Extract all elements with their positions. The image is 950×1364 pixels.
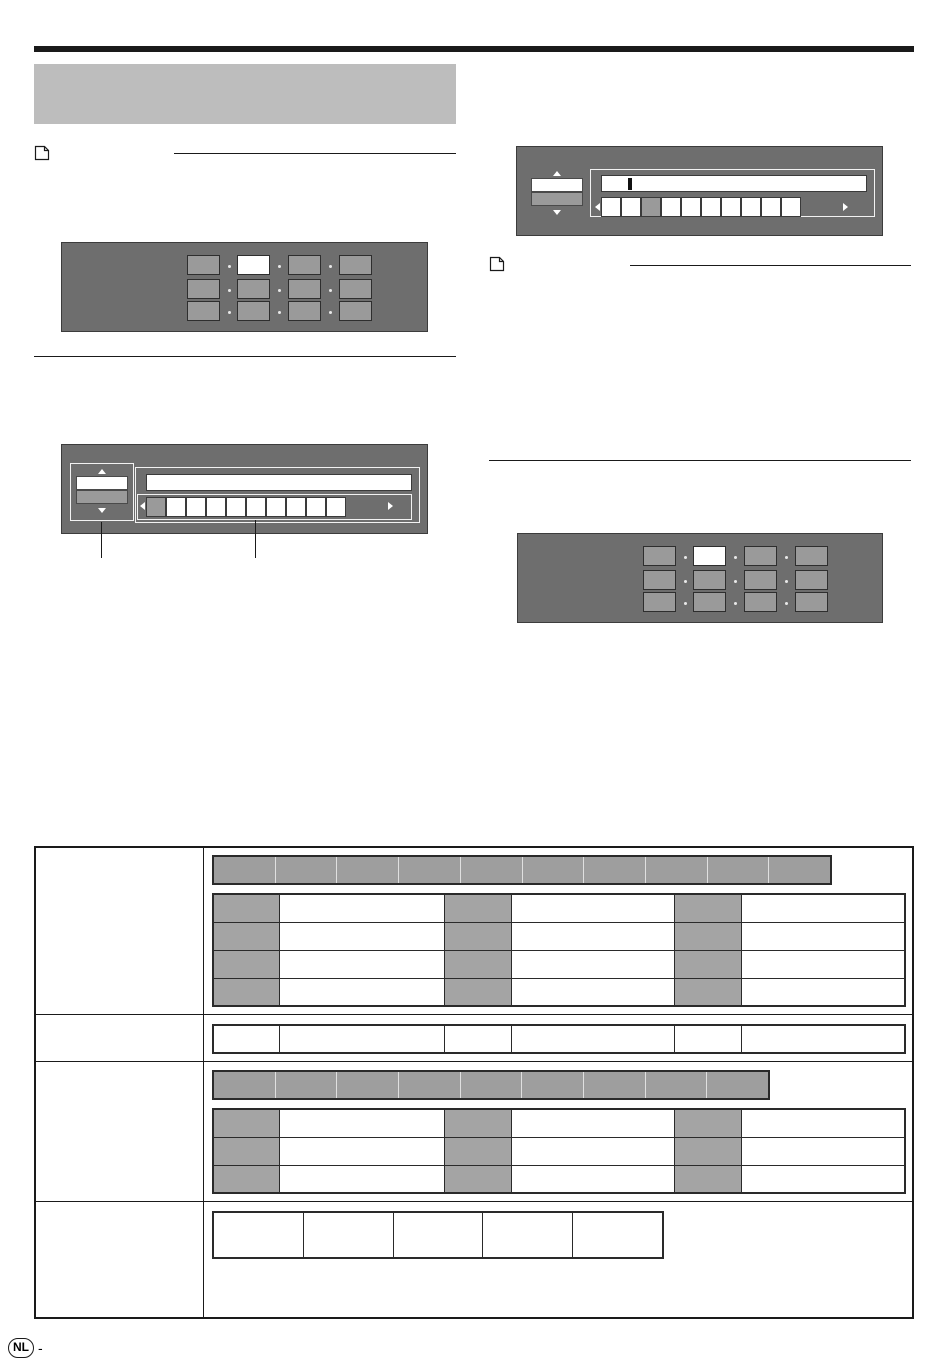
input-mode-selector[interactable] — [531, 171, 583, 215]
arrow-down-icon[interactable] — [98, 508, 106, 513]
ip-field[interactable] — [187, 279, 220, 299]
table-cell — [483, 1213, 573, 1257]
character-cell[interactable] — [681, 197, 701, 217]
table-cell — [512, 894, 675, 922]
table-row — [213, 1109, 905, 1137]
character-cell[interactable] — [246, 497, 266, 517]
character-cell[interactable] — [761, 197, 781, 217]
ip-dot — [228, 265, 231, 268]
table-cell — [213, 950, 280, 978]
input-mode-option[interactable] — [531, 178, 583, 192]
table-row — [213, 1137, 905, 1165]
key-cell — [214, 857, 276, 883]
table-cell — [675, 1165, 742, 1193]
character-cell[interactable] — [306, 497, 326, 517]
table-cell — [280, 922, 445, 950]
table-cell — [512, 1165, 675, 1193]
character-cell[interactable] — [721, 197, 741, 217]
key-cell — [461, 1072, 523, 1098]
character-input-panel — [516, 146, 883, 236]
arrow-down-icon[interactable] — [553, 210, 561, 215]
table-cell — [445, 1025, 512, 1053]
character-cell[interactable] — [781, 197, 801, 217]
table-cell — [742, 922, 905, 950]
ip-field[interactable] — [288, 255, 321, 275]
arrow-right-icon[interactable] — [843, 203, 848, 211]
table-cell — [675, 978, 742, 1006]
table-cell — [445, 1137, 512, 1165]
table-cell — [512, 922, 675, 950]
table-cell — [675, 950, 742, 978]
symbol-grid — [212, 1211, 664, 1259]
key-cell — [708, 857, 770, 883]
ip-field[interactable] — [237, 279, 270, 299]
callout-leader-line — [101, 522, 102, 558]
character-set-table — [34, 846, 914, 1319]
table-cell — [280, 1165, 445, 1193]
key-cell — [337, 857, 399, 883]
ip-field[interactable] — [744, 546, 777, 566]
arrow-left-icon[interactable] — [595, 203, 600, 211]
key-cell — [214, 1072, 276, 1098]
page-number-dash: - — [38, 1340, 43, 1356]
key-cell — [707, 1072, 768, 1098]
table-row — [213, 950, 905, 978]
arrow-up-icon[interactable] — [98, 469, 106, 474]
table-cell — [304, 1213, 394, 1257]
key-cell — [461, 857, 523, 883]
ip-dot — [329, 289, 332, 292]
table-cell — [573, 1213, 662, 1257]
ip-field[interactable] — [643, 592, 676, 612]
table-row — [213, 1165, 905, 1193]
ip-address-panel — [61, 242, 428, 332]
key-cell — [522, 1072, 584, 1098]
ip-dot — [684, 602, 687, 605]
ip-field[interactable] — [795, 592, 828, 612]
ip-field[interactable] — [288, 279, 321, 299]
section-header-block — [34, 64, 456, 124]
table-cell — [280, 894, 445, 922]
ip-field-selected[interactable] — [693, 546, 726, 566]
table-cell — [742, 1165, 905, 1193]
key-cell — [584, 1072, 646, 1098]
table-cell — [742, 1025, 905, 1053]
table-row-divider — [36, 1201, 912, 1202]
table-cell — [742, 894, 905, 922]
table-cell — [742, 1109, 905, 1137]
ip-field[interactable] — [339, 301, 372, 321]
ip-dot — [228, 289, 231, 292]
table-cell — [675, 922, 742, 950]
ip-dot — [734, 602, 737, 605]
input-mode-option[interactable] — [531, 192, 583, 206]
table-cell — [394, 1213, 484, 1257]
table-column-divider — [203, 848, 204, 1317]
table-cell — [213, 894, 280, 922]
callout-leader-line — [255, 520, 256, 558]
arrow-left-icon[interactable] — [140, 502, 145, 510]
character-grid — [212, 893, 906, 1007]
ip-field[interactable] — [288, 301, 321, 321]
character-row — [601, 197, 801, 217]
table-row — [213, 978, 905, 1006]
table-cell — [512, 1109, 675, 1137]
ip-field[interactable] — [339, 255, 372, 275]
table-cell — [280, 950, 445, 978]
table-row — [213, 894, 905, 922]
note-rule — [630, 265, 911, 266]
table-cell — [675, 1025, 742, 1053]
table-cell — [445, 922, 512, 950]
language-badge: NL — [8, 1338, 34, 1358]
table-cell — [214, 1213, 304, 1257]
character-cell[interactable] — [621, 197, 641, 217]
character-cell[interactable] — [206, 497, 226, 517]
arrow-up-icon[interactable] — [553, 171, 561, 176]
character-input-panel — [61, 444, 428, 534]
key-cell — [399, 857, 461, 883]
table-cell — [512, 1137, 675, 1165]
ip-dot — [785, 580, 788, 583]
ip-field[interactable] — [187, 255, 220, 275]
input-mode-selector[interactable] — [76, 469, 128, 513]
table-cell — [742, 950, 905, 978]
top-rule — [34, 46, 914, 52]
table-cell — [675, 894, 742, 922]
table-cell — [213, 1109, 280, 1137]
key-cell — [584, 857, 646, 883]
key-strip — [212, 855, 832, 885]
ip-dot — [785, 556, 788, 559]
table-cell — [280, 1025, 445, 1053]
ip-field[interactable] — [795, 546, 828, 566]
character-cell-selected[interactable] — [641, 197, 661, 217]
table-cell — [512, 978, 675, 1006]
table-cell — [280, 978, 445, 1006]
ip-dot — [785, 602, 788, 605]
character-grid — [212, 1024, 906, 1054]
ip-field[interactable] — [744, 592, 777, 612]
table-row — [213, 1025, 905, 1053]
input-mode-option[interactable] — [76, 476, 128, 490]
ip-field[interactable] — [693, 570, 726, 590]
table-cell — [445, 894, 512, 922]
ip-dot — [278, 265, 281, 268]
table-cell — [445, 1165, 512, 1193]
table-cell — [512, 1025, 675, 1053]
key-cell — [276, 857, 338, 883]
arrow-right-icon[interactable] — [388, 502, 393, 510]
character-cell[interactable] — [226, 497, 246, 517]
ip-field[interactable] — [643, 570, 676, 590]
ip-field-selected[interactable] — [237, 255, 270, 275]
ip-dot — [734, 580, 737, 583]
key-cell — [646, 857, 708, 883]
character-cell[interactable] — [741, 197, 761, 217]
ip-address-panel — [517, 533, 883, 623]
ip-dot — [278, 289, 281, 292]
character-cell[interactable] — [286, 497, 306, 517]
character-cell[interactable] — [146, 497, 166, 517]
character-cell[interactable] — [701, 197, 721, 217]
table-cell — [742, 978, 905, 1006]
key-cell — [523, 857, 585, 883]
ip-field[interactable] — [643, 546, 676, 566]
key-cell — [646, 1072, 708, 1098]
table-cell — [675, 1109, 742, 1137]
table-row — [213, 922, 905, 950]
section-rule — [34, 356, 456, 357]
key-cell — [399, 1072, 461, 1098]
ip-field[interactable] — [237, 301, 270, 321]
ip-dot — [228, 311, 231, 314]
key-strip — [212, 1070, 770, 1100]
character-cell[interactable] — [266, 497, 286, 517]
note-icon — [34, 145, 50, 161]
section-rule — [489, 460, 911, 461]
ip-field[interactable] — [795, 570, 828, 590]
character-cell[interactable] — [326, 497, 346, 517]
ip-dot — [734, 556, 737, 559]
table-cell — [675, 1137, 742, 1165]
input-mode-option[interactable] — [76, 490, 128, 504]
table-cell — [512, 950, 675, 978]
ip-dot — [329, 265, 332, 268]
table-cell — [742, 1137, 905, 1165]
ip-dot — [278, 311, 281, 314]
ip-field[interactable] — [187, 301, 220, 321]
text-cursor — [628, 178, 632, 190]
text-entry-field[interactable] — [601, 175, 867, 192]
table-cell — [280, 1137, 445, 1165]
ip-field[interactable] — [339, 279, 372, 299]
ip-dot — [684, 580, 687, 583]
note-icon — [489, 256, 505, 272]
character-grid — [212, 1108, 906, 1194]
table-cell — [445, 950, 512, 978]
table-cell — [445, 1109, 512, 1137]
text-entry-field[interactable] — [146, 474, 412, 491]
key-cell — [769, 857, 830, 883]
ip-dot — [329, 311, 332, 314]
table-cell — [213, 922, 280, 950]
table-row-divider — [36, 1014, 912, 1015]
character-cell[interactable] — [661, 197, 681, 217]
character-cell[interactable] — [601, 197, 621, 217]
character-cell[interactable] — [166, 497, 186, 517]
note-rule — [174, 153, 456, 154]
table-cell — [445, 978, 512, 1006]
ip-field[interactable] — [744, 570, 777, 590]
table-row-divider — [36, 1061, 912, 1062]
key-cell — [337, 1072, 399, 1098]
key-cell — [276, 1072, 338, 1098]
table-cell — [213, 1137, 280, 1165]
table-cell — [280, 1109, 445, 1137]
character-row — [146, 497, 346, 517]
character-cell[interactable] — [186, 497, 206, 517]
table-cell — [213, 978, 280, 1006]
ip-field[interactable] — [693, 592, 726, 612]
ip-dot — [684, 556, 687, 559]
table-cell — [213, 1165, 280, 1193]
table-cell — [213, 1025, 280, 1053]
